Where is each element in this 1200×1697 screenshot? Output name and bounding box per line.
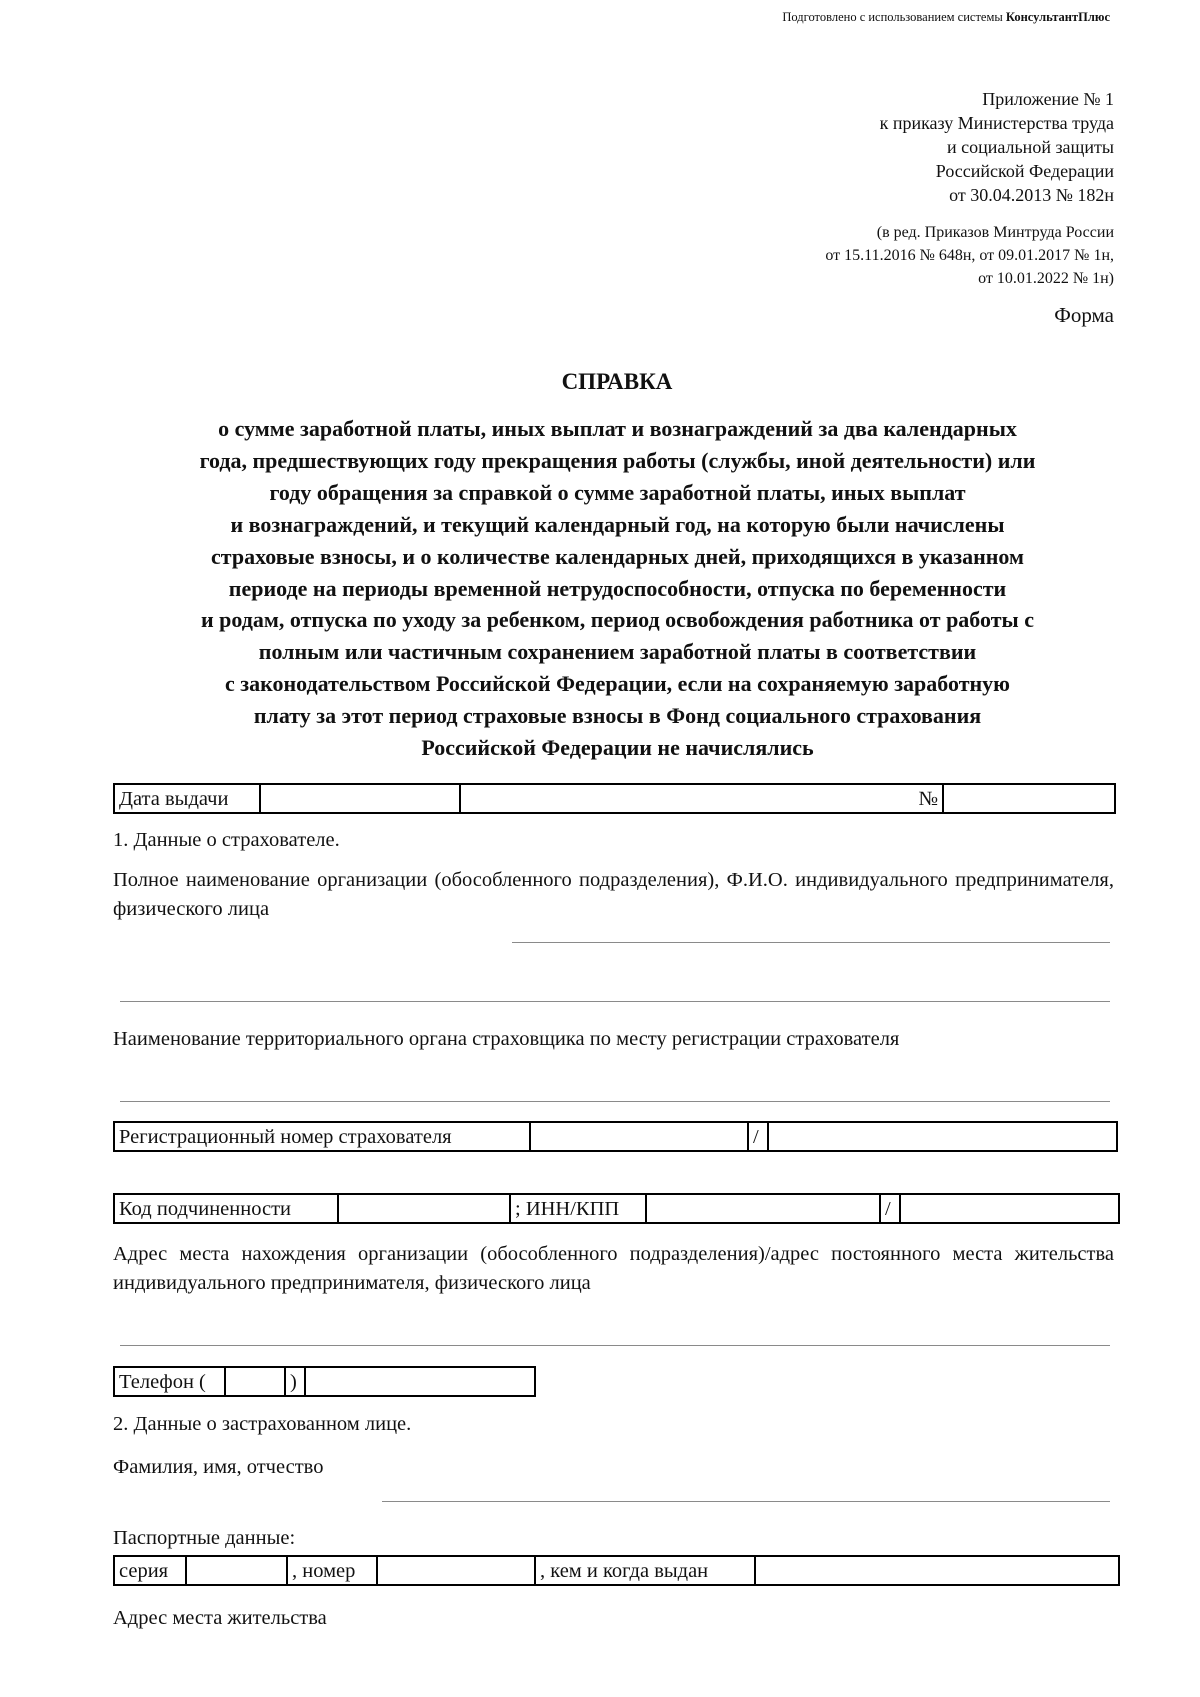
issue-date-label: Дата выдачи bbox=[114, 784, 260, 813]
org-name-line-2[interactable] bbox=[120, 1001, 1110, 1002]
subtitle-line: плату за этот период страховые взносы в Фонд социального страхования bbox=[253, 703, 982, 729]
system-brand: КонсультантПлюс bbox=[1005, 10, 1110, 24]
issued-by-field[interactable] bbox=[755, 1556, 1119, 1585]
phone-table bbox=[113, 1366, 536, 1397]
amendment-line: (в ред. Приказов Минтруда России bbox=[876, 224, 1114, 241]
series-field[interactable] bbox=[186, 1556, 287, 1585]
phone-label: Телефон ( bbox=[114, 1367, 225, 1396]
passport-table bbox=[113, 1555, 1120, 1586]
form-label: Форма bbox=[1054, 303, 1114, 327]
subtitle-line: и вознаграждений, и текущий календарный год, на которую были начислены bbox=[230, 511, 1005, 537]
subordination-field[interactable] bbox=[338, 1194, 510, 1223]
appendix-line: к приказу Министерства труда bbox=[879, 113, 1114, 133]
subtitle-line: года, предшествующих году прекращения работы (службы, иной деятельности) или bbox=[199, 447, 1036, 473]
reg-number-separator: / bbox=[748, 1122, 768, 1151]
section1-heading: 1. Данные о страхователе. bbox=[113, 829, 340, 851]
appendix-line: Российской Федерации bbox=[935, 161, 1114, 181]
territorial-label: Наименование территориального органа страховщика по месту регистрации страхователя bbox=[113, 1028, 900, 1050]
subtitle-line: Российской Федерации не начислялись bbox=[421, 735, 814, 761]
org-name-label: Полное наименование организации (обособленного подразделения), Ф.И.О. индивидуального предпринимателя, физического лица bbox=[113, 869, 1114, 920]
section2-heading: 2. Данные о застрахованном лице. bbox=[113, 1413, 412, 1435]
subtitle-line: страховые взносы, и о количестве календарных дней, приходящихся в указанном bbox=[211, 543, 1024, 569]
appendix-line: от 30.04.2013 № 182н bbox=[949, 185, 1114, 205]
amendment-line: от 10.01.2022 № 1н) bbox=[978, 270, 1114, 287]
amendment-line: от 15.11.2016 № 648н, от 09.01.2017 № 1н, bbox=[825, 247, 1114, 264]
subtitle-line: о сумме заработной платы, иных выплат и вознаграждений за два календарных bbox=[218, 416, 1017, 441]
inn-kpp-label: ; ИНН/КПП bbox=[510, 1194, 646, 1223]
subtitle-line: с законодательством Российской Федерации, если на сохраняемую заработную bbox=[224, 671, 1010, 697]
subtitle-line: периоде на периоды временной нетрудоспособности, отпуска по беременности bbox=[228, 575, 1007, 601]
org-name-line[interactable] bbox=[512, 942, 1110, 943]
issue-date-table bbox=[113, 783, 1116, 814]
inn-field[interactable] bbox=[646, 1194, 880, 1223]
series-label: серия bbox=[114, 1556, 186, 1585]
appendix-line: и социальной защиты bbox=[946, 137, 1114, 157]
phone-area-code-field[interactable] bbox=[225, 1367, 285, 1396]
passport-number-label: , номер bbox=[287, 1556, 377, 1585]
reg-number-table bbox=[113, 1121, 1118, 1152]
subtitle-line: и родам, отпуска по уходу за ребенком, период освобождения работника от работы с bbox=[201, 607, 1034, 633]
inn-separator: / bbox=[880, 1194, 900, 1223]
passport-number-field[interactable] bbox=[377, 1556, 535, 1585]
amendments-note bbox=[825, 221, 1114, 290]
issued-by-label: , кем и когда выдан bbox=[535, 1556, 755, 1585]
subordination-label: Код подчиненности bbox=[114, 1194, 338, 1223]
address-label: Адрес места нахождения организации (обособленного подразделения)/адрес постоянного места жительства индивидуального предпринимателя, физического лица bbox=[113, 1243, 1114, 1294]
kpp-field[interactable] bbox=[900, 1194, 1119, 1223]
appendix-line: Приложение № 1 bbox=[982, 89, 1114, 109]
subtitle-line: году обращения за справкой о сумме заработной платы, иных выплат bbox=[269, 479, 966, 505]
territorial-line[interactable] bbox=[120, 1101, 1110, 1102]
document-title: СПРАВКА bbox=[561, 369, 673, 394]
document-subtitle bbox=[110, 413, 1125, 764]
address-line[interactable] bbox=[120, 1345, 1110, 1346]
system-note: Подготовлено с использованием системы КонсультантПлюс bbox=[782, 10, 1110, 24]
phone-number-field[interactable] bbox=[305, 1367, 535, 1396]
fio-line[interactable] bbox=[382, 1501, 1110, 1502]
doc-number-label: № bbox=[460, 784, 943, 813]
phone-close-bracket: ) bbox=[285, 1367, 305, 1396]
doc-number-field[interactable] bbox=[943, 784, 1115, 813]
reg-number-label: Регистрационный номер страхователя bbox=[114, 1122, 530, 1151]
passport-label: Паспортные данные: bbox=[113, 1527, 296, 1549]
reg-number-field-1[interactable] bbox=[530, 1122, 748, 1151]
fio-label: Фамилия, имя, отчество bbox=[113, 1456, 324, 1478]
appendix-reference bbox=[880, 87, 1114, 207]
residence-label: Адрес места жительства bbox=[113, 1607, 327, 1629]
reg-number-field-2[interactable] bbox=[768, 1122, 1117, 1151]
issue-date-field[interactable] bbox=[260, 784, 460, 813]
inn-kpp-table bbox=[113, 1193, 1120, 1224]
subtitle-line: полным или частичным сохранением заработной платы в соответствии bbox=[258, 639, 977, 665]
